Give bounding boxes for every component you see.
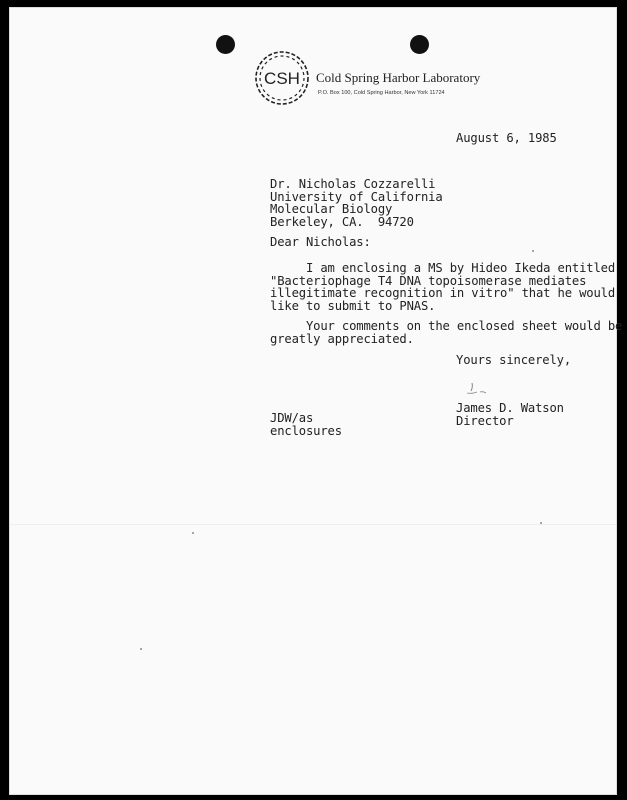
paragraph-line: like to submit to PNAS. <box>270 298 436 313</box>
recipient-line: Dr. Nicholas Cozzarelli <box>270 177 436 191</box>
enclosures-note: enclosures <box>270 423 342 438</box>
logo-text: CSH <box>264 69 300 88</box>
fold-line <box>10 524 616 525</box>
speck <box>540 522 542 524</box>
letter-date: August 6, 1985 <box>456 131 557 145</box>
recipient-line: Berkeley, CA. 94720 <box>270 214 414 229</box>
typist-initials: JDW/as <box>270 411 314 425</box>
organization-address: P.O. Box 100, Cold Spring Harbor, New York 11724 <box>318 90 445 96</box>
paragraph-line: Your comments on the enclosed sheet would be <box>270 319 623 333</box>
signer-title: Director <box>456 413 514 428</box>
salutation: Dear Nicholas: <box>270 235 371 249</box>
recipient-line: Molecular Biology <box>270 202 393 217</box>
paragraph-line: I am enclosing a MS by Hideo Ikeda entitled <box>270 261 615 275</box>
recipient-line: University of California <box>270 189 443 204</box>
paragraph-line: greatly appreciated. <box>270 331 414 346</box>
speck <box>140 648 142 650</box>
signer-name: James D. Watson <box>456 401 564 415</box>
speck <box>192 532 194 534</box>
signature-mark <box>460 379 490 397</box>
paragraph-line: "Bacteriophage T4 DNA topoisomerase mediates <box>270 273 587 288</box>
closing: Yours sincerely, <box>456 353 571 367</box>
organization-name: Cold Spring Harbor Laboratory <box>316 70 481 85</box>
csh-dna-logo <box>250 46 314 110</box>
paragraph-line: illegitimate recognition in vitro" that he would <box>270 286 615 301</box>
letter-page <box>10 8 623 794</box>
punch-hole-left <box>216 35 235 54</box>
punch-hole-right <box>410 35 429 54</box>
speck <box>532 250 534 252</box>
